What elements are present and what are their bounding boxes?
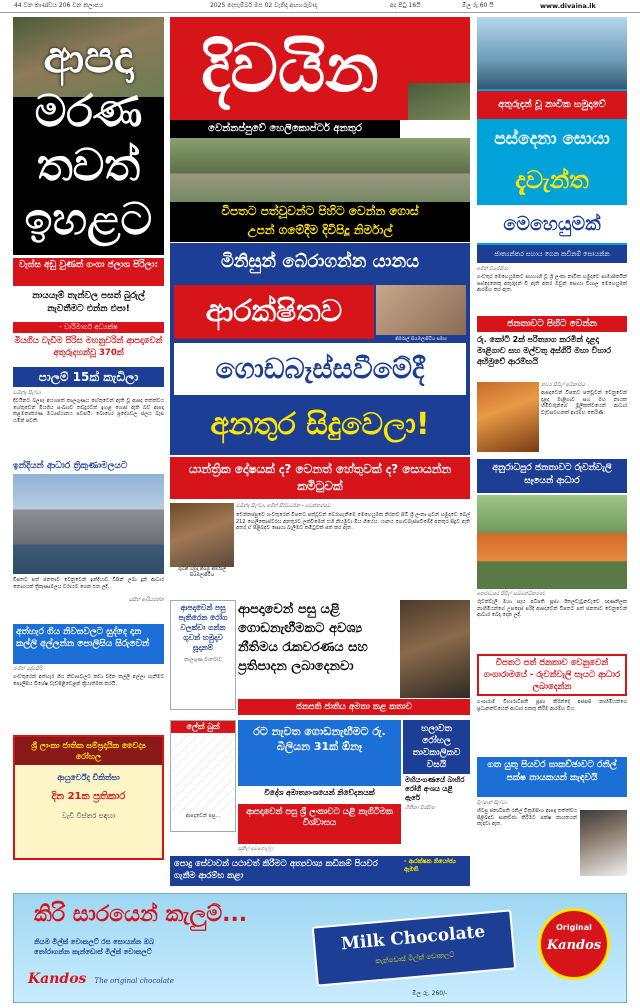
temple-photo	[477, 495, 627, 589]
anuradhapura-title: අනුරාධපුර ජනතාවට රුවන්වැලි සෑයෙන් ආධාර	[477, 459, 627, 493]
family-photo	[376, 285, 466, 335]
india-story	[13, 460, 164, 620]
lead-label	[170, 243, 470, 281]
rebuild-story	[238, 720, 401, 786]
funds-title: ආපදාවෙන් පසු යළි ගොඩනැඟීමකට අවශ්‍ය නීතිමය රැකවරණය සහ ප්‍රතිපාදන ලබාදෙනවා	[238, 602, 368, 674]
ayurveda-ad-line-3: වැඩි විස්තර සඳහා	[61, 812, 116, 820]
last-story-title: පොදු සේවාවන් යථාවත් කිරීමට අත්‍යවශ්‍ය කඩිනම් පියවර ගැනීම ආරම්භ කළා	[174, 859, 378, 881]
chocolate-label-si: කැන්ඩොස් මිල්ක් චොකලට්	[375, 950, 455, 966]
cartoon-title: ලේක් බුක්	[171, 721, 235, 733]
police-story	[13, 624, 164, 732]
cartoon-box	[170, 720, 236, 832]
heli-label: වෙන්නප්පුවේ හෙලිකොප්ටර් අනතුර	[170, 120, 400, 138]
navy-banner	[477, 17, 627, 263]
pilot-photo-box	[170, 503, 234, 581]
president-photo	[400, 600, 470, 698]
police-body: ගංවතුරෙන් අත්හැර ගිය නිවාසවලට කඩා වදින කල්ලි අල්ලා ගැනීමට පොලිසිය විශේෂ වැඩපිළිවෙළක් ක්‍රියාත්මක කරයි.	[13, 674, 164, 687]
kandos-logo: Kandos	[28, 971, 87, 987]
kandos-badge-text: Original	[556, 923, 592, 932]
navy-photo	[477, 17, 627, 89]
ferry-story	[238, 804, 401, 844]
anuradhapura-body: රුවන්වැලි මහා සෑය අධිපති පූජ්‍ය ඊතලවැටුනවැවේ ඥාණතිලක නාහිමියන්ගේ උපදෙස් පරිදි ආපදාවෙන් විපතට පත් ජනතාව වෙනුවෙන් ආධාර බෙදා දෙන ලදී.	[477, 599, 627, 618]
left-sub2: නායයෑම් තැන්වල පසත් බුරුල් නැවතීමට එන්න එපා!	[13, 287, 164, 321]
lead-headline-line-2: ගොඩබෑස්සවීමේදී	[174, 343, 466, 395]
funds-story	[238, 600, 470, 716]
anuradhapura-byline: අනුරාධපුර සිවිල් සම්බන්ධීකරණ	[477, 591, 545, 597]
disaster-promo-sub: කාලගුණ වාර්තාව	[184, 657, 222, 663]
left-byline: චමින්ද සිල්වා	[13, 390, 41, 396]
last-story	[170, 856, 470, 886]
ranil-photo	[580, 810, 627, 876]
disaster-promo	[170, 600, 236, 710]
ship-photo	[13, 474, 164, 574]
lead-body: වෙන්නප්පුවේ ගංවතුරෙන් විපතට පත්වූවන් බේරාගැනීමේ මෙහෙයුමක නිරතව සිටි ශ්‍රී ලංකා ගුවන් හමුදාවේ බෙල් 212 හෙලිකොප්ටරය අනතුරට ලක්වීමෙන් එහි නියමුවා මිය ගියේය. යානය ගොඩබෑස්සවීමේදී අනතුර සිදුව ඇති අතර ඒ පිළිබඳව සොයා බැලීමට කමිටුවක් පත් කර ඇත.	[236, 512, 470, 531]
ferry-title: ආපදාවෙන් පසු ශ්‍රී ලංකාවට යළි නැගිටීමක විශ්වාසය	[246, 807, 393, 828]
mid-box-byline: ගීතිකා වීරසිංහ	[405, 805, 436, 811]
kandos-ad[interactable]	[13, 893, 627, 1003]
right-mid-byline: නුවර සිවිල් අධිකාරිය	[541, 382, 585, 388]
mid-box	[403, 720, 470, 830]
left-sub1: වැස්ස අඩු වුණත් ගංගා ජලාශ පිරිලා:	[13, 258, 164, 286]
lead-byline: චමින්ද සිල්වා, අජිත් සිරිවර්ධන - වෙන්නප්පුව	[236, 503, 331, 509]
pages-text: අද පිටු 16යි	[390, 2, 421, 9]
left-sub4: මියගිය වැඩිම පිරිස මහනුවරින් ආපදාවෙන් අතුරුදහන්වූ 370ක්	[14, 336, 163, 358]
cartoon-drawing	[171, 733, 235, 813]
cartoon-caption: ආපදාවෙන් පසු...	[185, 813, 221, 819]
lead-headline	[170, 281, 470, 455]
right-low-title: විපතට පත් ජනතාව වෙනුවෙන් ගංගාරාමයේ - රුවන්වැලි සෑයට ආධාර ලබාදෙන්න	[477, 654, 627, 696]
top-strip	[0, 0, 640, 13]
kandos-line-1: නියම මිල්ක් චොකලට් රස සොයන්න ඔබ	[34, 938, 155, 946]
gaha-title: ගත යුතු පියවර සාකච්ඡාවට රනිල් පක්ෂ නායකයන් කැඳවයි	[477, 757, 627, 797]
navy-banner-line-2: පස්දෙනා සොයා	[494, 129, 610, 149]
kandos-badge	[538, 908, 610, 980]
right-mid-title: රු. කෝටි 2ක් පරිත්‍යාග කරමින් දළදා මාළිගාව සහ මල්වතු අස්ගිරි මහා විහාර අභිමුවේ ආරම්භයි	[477, 335, 612, 366]
mid-box-title: හලාවත රෝහල තාවකාලිකව වසයි	[403, 720, 470, 774]
lead-label-text: මිනිසුන් බේරාගන්න යානය	[220, 251, 420, 272]
ayurveda-ad[interactable]	[13, 735, 164, 860]
funds-sub: ජනපති ජාතිය අමතා කළ කතාව	[238, 699, 470, 715]
police-byline: රංජිත් පද්මසිරි	[13, 666, 43, 672]
left-headline-line-4: ඉහළට	[24, 194, 153, 245]
right-mid-body: ආපදාවෙන් විපතට පත්වූවන් වෙනුවෙන් දළදා මාළිගාව සහ මහ නායක හිමිවරුන්ගේ මූලිකත්වයෙන් ආධාර වැඩසටහනක් ආරම්භ කෙරිණි.	[541, 390, 627, 416]
right-mid-label: ජනතාවට පිහිට වෙන්න	[477, 316, 627, 332]
lead-headline-line-1: ආරක්ෂිතව	[174, 285, 374, 339]
left-headline-line-3: තවත්	[36, 140, 141, 191]
kandos-line-2: තෝරාගන්න කැන්ඩොස් මිල්ක් චොකලට්	[34, 948, 152, 956]
right-low-body: ගංගාරාම විහාරාධිපති පූජ්‍ය කිරින්දේ අස්සජි නාහිමියන්ගේ ප්‍රධානත්වයෙන් ආධාර එකතු කිරීම ආරම්භ විය.	[477, 699, 627, 712]
last-story-tag: - ආරක්ෂක නියෝජ්‍ය ඇමති	[404, 858, 456, 873]
rebuild-sub: විදේශ අමාත්‍යාංශයෙන් නිවේදනයක්	[264, 788, 375, 797]
website-link[interactable]: www.divaina.lk	[540, 2, 596, 10]
india-body: විපතට පත් ජනතාව වෙනුවෙන් ඉන්දියාව විසින් ලබා දුන් ආධාර තොගයක් ත්‍රිකුණාමලය වරායට ගෙන එන ලදී.	[13, 577, 164, 590]
chocolate-bar	[312, 909, 516, 986]
navy-body: ගංවතුර මෙහෙයුමකට සහභාගි වූ ශ්‍රී ලංකා නාවික හමුදාවේ සාමාජිකයින් පස්දෙනෙකු අතුරුදන් වී ඇති අතර ඔවුන් සොයා විශාල මෙහෙයුමක් ආරම්භ කර ඇත.	[477, 274, 627, 293]
left-headline-box	[13, 17, 164, 255]
monk-photo	[477, 382, 539, 452]
pilot-caption: ගුවන් හමුදා නියමු නිර්මාල් සියඹලාපිටිය	[178, 567, 226, 578]
pilot-portrait	[408, 83, 470, 120]
kandos-slogan: කිරි සාරයෙන් කැලුම්...	[34, 902, 248, 927]
kandos-badge-brand: Kandos	[546, 938, 602, 953]
chocolate-label: Milk Chocolate	[340, 921, 486, 955]
masthead-logo: දිවයින	[201, 29, 379, 107]
mid-box-sub: මහියංගණයේ බාහිර රෝගී අංශය යළි ඇරේ	[405, 776, 465, 802]
lead-headline-line-3: අනතුර සිදුවෙලා!	[210, 407, 430, 442]
price-text: මිල රු.60 යි	[462, 2, 494, 9]
india-title: ඉන්දියන් ආධාර ත්‍රිකුණාමලයට	[13, 460, 164, 472]
left-headline-line-1: ආපදා	[43, 32, 134, 83]
navy-banner-big-1: දැවැන්ත	[515, 166, 589, 194]
family-photo-caption: නිර්මාල් සියඹලාපිටිය සමඟ	[395, 337, 447, 342]
navy-byline: අජිත් විජේසිංහ	[477, 266, 509, 272]
navy-banner-big-2: මෙහෙයුමක්	[477, 205, 627, 243]
navy-banner-line-1: අතුරුදන් වූ නාවික හමුදාවේ	[477, 91, 627, 119]
left-headline-line-2: මරණ	[34, 86, 143, 137]
kandos-price: මිල රු. 260/-	[412, 990, 448, 997]
pilot-photo	[170, 503, 234, 567]
ferry-byline: සුනිල් දඹගොල්ල	[238, 846, 274, 852]
date-text: 2025 දෙසැම්බර් මස 02 වැනිදා අඟහරුවාදා	[210, 2, 317, 9]
lead-intro-line-1: විපතට පත්වූවන්ට පිහිට වෙන්න ගොස්	[221, 204, 419, 218]
left-body: දිවයිනට බලපෑ අයහපත් කාලගුණය හේතුවෙන් ඇති වූ ආපදා තත්ත්වය හේතුවෙන් මියගිය සංඛ්‍යාව තවදුරටත් ඉහළ ගොස් ඇති බව ආපදා කළමනාකරණ මධ්‍යස්ථානය පවසයි. බොහෝ ප්‍රදේශවල ජලය බැස යමින් පවතී.	[13, 398, 164, 424]
kandos-tag: The original chocolate	[94, 977, 174, 985]
helicopter-wreck-photo	[170, 138, 470, 202]
ayurveda-ad-line-1: ආයුර්වේද චිකිත්සා	[57, 773, 120, 782]
masthead-logo-box	[170, 17, 470, 120]
ayurveda-ad-line-2: දින 21ක ප්‍රතිකාර	[51, 791, 126, 802]
ayurveda-ad-title: ශ්‍රී ලාංකා ජාතික සම්ප්‍රදායික වෛද්‍ය රෝහල	[15, 737, 162, 765]
gaha-byline: දිල්ෂාන් සිල්වා	[477, 800, 507, 806]
navy-banner-sub: ජාත්‍යන්තර සහාය ගෙන කඩිනම් සොයන්න	[477, 245, 627, 263]
left-sub3: - වාරිමාර්ග අධ්‍යක්ෂ	[13, 322, 164, 333]
edition-text: 44 වන කාණ්ඩය 206 වන කලාපය	[14, 2, 104, 9]
gaha-body: හිටපු ජනාධිපති රනිල් වික්‍රමසිංහ ආපදා තත්ත්වය පිළිබඳව සාකච්ඡා කිරීමට පක්ෂ නායකයන් කැඳවා ඇත.	[477, 808, 577, 827]
left-sub5: පාලම් 15ක් කැඩිලා	[13, 367, 164, 387]
rebuild-title: රට නැවත ගොඩනැඟීමට රු. බිලියන 31ක් ඕනෑ	[253, 725, 386, 753]
kandos-brand	[28, 968, 178, 987]
lead-intro-line-2: උපන් ගමේදීම දිවිපිදූ නිර්මාල්	[247, 223, 393, 237]
lead-intro	[170, 202, 470, 242]
disaster-promo-text: ආපදාවෙන් පසු පැතිරෙන රෝග වලක්වා ගන්න ගුවන් හමුදාව සූදානම්	[178, 603, 228, 652]
police-title: අත්හැර ගිය නිවසවලට සුද්දෙ දාන කල්ලි අල්ලන්න පොලිසිය සිරුවෙන්	[13, 624, 164, 664]
lead-question: යාන්ත්‍රික දෝෂයක් ද? වෙනත් හේතුවක් ද? සොයන්න කමිටුවක්	[170, 457, 470, 499]
india-byline: සුසිත් ආරියරත්න	[128, 597, 164, 603]
